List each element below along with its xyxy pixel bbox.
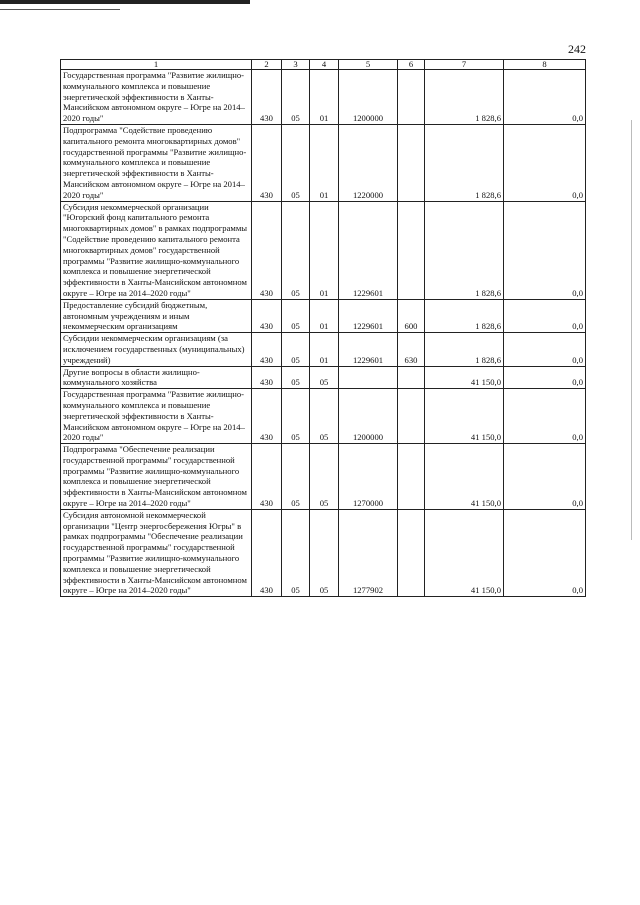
row-subsection: 01	[310, 299, 339, 332]
row-target-article: 1229601	[339, 299, 398, 332]
row-amount: 41 150,0	[425, 444, 504, 510]
table-row	[61, 333, 586, 366]
row-amount: 1 828,6	[425, 124, 504, 201]
row-section: 05	[282, 124, 310, 201]
row-subsection: 01	[310, 70, 339, 125]
row-target-article	[339, 366, 398, 389]
row-section: 05	[282, 509, 310, 596]
table-row	[61, 124, 586, 201]
row-amount-2: 0,0	[504, 201, 586, 299]
row-amount-2: 0,0	[504, 124, 586, 201]
table-header-row	[61, 60, 586, 70]
row-name: Субсидия автономной некоммерческой организации "Центр энергосбережения Югры" в рамках подпрограммы "Обеспечение реализации государственной программы" государственной программы "Развитие жилищно-коммунального комплекса и повышение энергетической эффективности в Ханты-Мансийском автономном округе – Югре на 2014–2020 годы"	[61, 509, 252, 596]
row-amount: 1 828,6	[425, 70, 504, 125]
scan-edge-mark	[631, 120, 632, 540]
row-section: 05	[282, 389, 310, 444]
row-amount: 41 150,0	[425, 509, 504, 596]
top-rule-secondary	[0, 9, 120, 10]
row-amount-2: 0,0	[504, 444, 586, 510]
row-section: 05	[282, 70, 310, 125]
row-subsection: 05	[310, 509, 339, 596]
row-amount-2: 0,0	[504, 366, 586, 389]
row-amount-2: 0,0	[504, 70, 586, 125]
budget-table	[60, 59, 586, 597]
table-row	[61, 299, 586, 332]
table-row	[61, 444, 586, 510]
table-row	[61, 389, 586, 444]
row-expense-type: 630	[398, 333, 425, 366]
row-expense-type: 600	[398, 299, 425, 332]
row-amount: 1 828,6	[425, 333, 504, 366]
row-amount-2: 0,0	[504, 509, 586, 596]
row-name: Другие вопросы в области жилищно-коммунального хозяйства	[61, 366, 252, 389]
row-admin-code: 430	[252, 70, 282, 125]
row-expense-type	[398, 366, 425, 389]
row-target-article: 1270000	[339, 444, 398, 510]
row-name: Предоставление субсидий бюджетным, автономным учреждениям и иным некоммерческим организациям	[61, 299, 252, 332]
row-target-article: 1200000	[339, 389, 398, 444]
row-admin-code: 430	[252, 299, 282, 332]
row-expense-type	[398, 509, 425, 596]
row-section: 05	[282, 333, 310, 366]
row-expense-type	[398, 124, 425, 201]
row-admin-code: 430	[252, 124, 282, 201]
table-row	[61, 201, 586, 299]
row-expense-type	[398, 70, 425, 125]
row-target-article: 1220000	[339, 124, 398, 201]
row-subsection: 01	[310, 201, 339, 299]
row-expense-type	[398, 389, 425, 444]
row-target-article: 1277902	[339, 509, 398, 596]
row-name: Государственная программа "Развитие жилищно-коммунального комплекса и повышение энергетической эффективности в Ханты-Мансийском автономном округе – Югре на 2014–2020 годы"	[61, 389, 252, 444]
row-section: 05	[282, 444, 310, 510]
row-admin-code: 430	[252, 333, 282, 366]
table-row	[61, 509, 586, 596]
header-col-4: 4	[310, 60, 339, 70]
row-name: Государственная программа "Развитие жилищно-коммунального комплекса и повышение энергетической эффективности в Ханты-Мансийском автономном округе – Югре на 2014–2020 годы"	[61, 70, 252, 125]
row-section: 05	[282, 299, 310, 332]
header-col-8: 8	[504, 60, 586, 70]
row-expense-type	[398, 444, 425, 510]
row-subsection: 05	[310, 444, 339, 510]
header-col-7: 7	[425, 60, 504, 70]
table-row	[61, 70, 586, 125]
header-col-2: 2	[252, 60, 282, 70]
row-amount-2: 0,0	[504, 333, 586, 366]
row-section: 05	[282, 366, 310, 389]
header-col-6: 6	[398, 60, 425, 70]
row-target-article: 1229601	[339, 201, 398, 299]
row-amount-2: 0,0	[504, 389, 586, 444]
row-amount: 41 150,0	[425, 366, 504, 389]
row-amount-2: 0,0	[504, 299, 586, 332]
row-admin-code: 430	[252, 389, 282, 444]
header-col-3: 3	[282, 60, 310, 70]
row-section: 05	[282, 201, 310, 299]
table-body	[61, 60, 586, 597]
row-admin-code: 430	[252, 201, 282, 299]
row-admin-code: 430	[252, 509, 282, 596]
row-amount: 1 828,6	[425, 201, 504, 299]
row-subsection: 05	[310, 366, 339, 389]
row-name: Субсидии некоммерческим организациям (за исключением государственных (муниципальных) учреждений)	[61, 333, 252, 366]
row-expense-type	[398, 201, 425, 299]
row-target-article: 1200000	[339, 70, 398, 125]
row-amount: 1 828,6	[425, 299, 504, 332]
row-subsection: 01	[310, 124, 339, 201]
top-rule	[0, 0, 250, 4]
page-number: 242	[568, 42, 586, 56]
row-amount: 41 150,0	[425, 389, 504, 444]
row-target-article: 1229601	[339, 333, 398, 366]
row-subsection: 01	[310, 333, 339, 366]
row-admin-code: 430	[252, 444, 282, 510]
row-name: Подпрограмма "Обеспечение реализации государственной программы" государственной программы "Развитие жилищно-коммунального комплекса и повышение энергетической эффективности в Ханты-Мансийском автономном округе – Югре на 2014–2020 годы"	[61, 444, 252, 510]
row-subsection: 05	[310, 389, 339, 444]
row-admin-code: 430	[252, 366, 282, 389]
table-row	[61, 366, 586, 389]
row-name: Субсидия некоммерческой организации "Югорский фонд капитального ремонта многоквартирных домов" в рамках подпрограммы "Содействие проведению капитального ремонта многоквартирных домов" государственной программы "Развитие жилищно-коммунального комплекса и повышение энергетической эффективности в Ханты-Мансийском автономном округе – Югре на 2014–2020 годы"	[61, 201, 252, 299]
row-name: Подпрограмма "Содействие проведению капитального ремонта многоквартирных домов" государственной программы "Развитие жилищно-коммунального комплекса и повышение энергетической эффективности в Ханты-Мансийском автономном округе – Югре на 2014–2020 годы"	[61, 124, 252, 201]
header-col-5: 5	[339, 60, 398, 70]
header-col-1: 1	[61, 60, 252, 70]
